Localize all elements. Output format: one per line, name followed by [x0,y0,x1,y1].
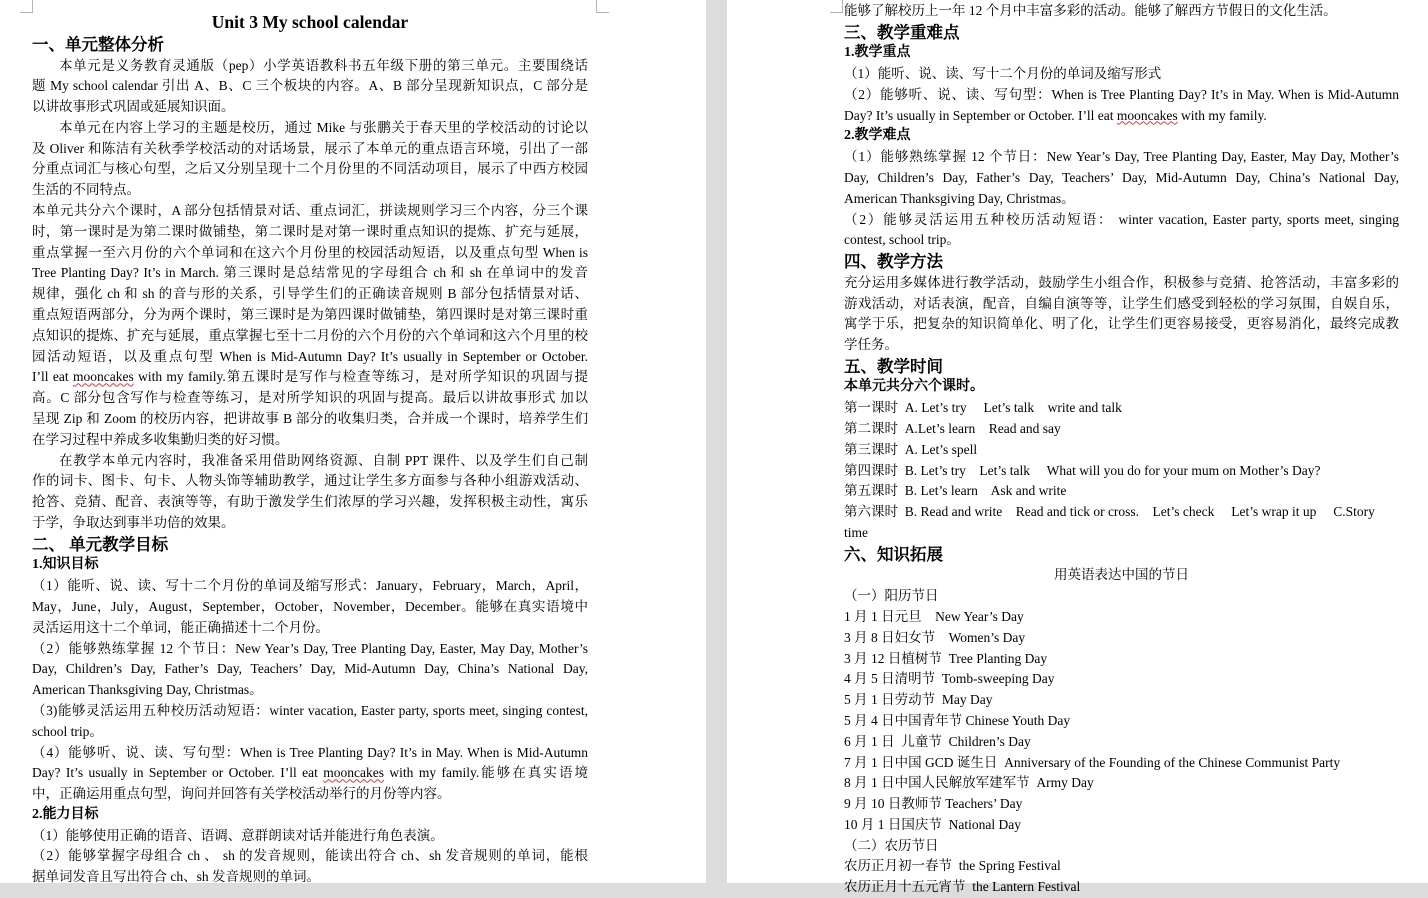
section-1-heading: 一、单元整体分析 [32,35,164,54]
teaching-difficulty-2 [844,210,1399,252]
solar-holiday-list [844,607,1399,836]
holiday-item: 3 月 12 日植树节 Tree Planting Day [844,650,1048,666]
text-line: （3)能够灵活运用五种校历活动短语：winter vacation, Easter party, sports meet, singing contest, [32,702,588,718]
text-line: 点知识的提炼、扩充与延展，重点掌握七至十二月份的六个月份的六个单词和这六个月里的校 [32,327,588,343]
text-line: 游戏活动，对话表演，配音，自编自演等等，让学生们感受到轻松的学习氛围，自娱自乐， [844,295,1399,311]
knowledge-goal-1 [32,576,588,638]
lesson-item: 第三课时 A. Let’s spell [844,441,978,457]
text-line: 及 Oliver 和陈洁有关秋季学校活动的对话场景，展示了本单元的重点语言环境，引出了一部 [32,140,588,156]
text-line: 重点掌握一至六月份的六个单词和在这六个月份里的校园活动短语，以及重点句型 When is [32,244,588,260]
paragraph-theme [32,118,588,201]
text-span: Day? It’s usually in September or October. I’ll eat [844,107,1117,123]
text-line: 分重点词汇与核心句型，之后又分别呈现十二个月份里的不同活动项目，展示了中西方校园 [32,161,588,177]
ability-goal-1: （1）能够使用正确的语音、语调、意群朗读对话并能进行角色表演。 [32,827,444,843]
text-line [844,106,1399,127]
corner-mark-top-left [830,0,843,13]
text-line: （4）能够听、说、读、写句型：When is Tree Planting Day? It’s in May. When is Mid-Autumn [32,744,588,760]
holiday-item: 1 月 1 日元旦 New Year’s Day [844,608,1024,624]
section-6-heading: 六、知识拓展 [844,544,943,564]
holiday-item: 农历正月十五元宵节 the Lantern Festival [844,879,1081,895]
text-span: with my family.第五课时是写作与检查等练习，是对所学知识的巩固与提 [133,369,588,385]
holiday-item: 8 月 1 日中国人民解放军建军节 Army Day [844,775,1094,791]
holiday-item: 10 月 1 日国庆节 National Day [844,816,1021,832]
text-line: 能够了解校历上一年 12 个月中丰富多彩的活动。能够了解西方节假日的文化生活。 [844,3,1337,18]
paragraph-method [32,451,588,534]
text-line: 高。C 部分包含写作与检查等练习，是对所学知识的巩固与提高。最后以讲故事形式 加以 [32,390,588,406]
holiday-item: 4 月 5 日清明节 Tomb-sweeping Day [844,671,1055,687]
teaching-key-1: （1）能听、说、读、写十二个月份的单词及缩写形式 [844,66,1162,82]
text-line: 抢答、竞猜、配音、表演等等，有助于激发学生们浓厚的学习兴趣，发挥积极主动性，寓乐 [32,494,588,510]
text-line: 重点短语两部分，分为两个课时，第三课时是为第四课时做铺垫，第四课时是对第三课时重 [32,307,588,323]
text-line: 中，正确运用重点句型，询问并回答有关学校活动举行的月份等内容。 [32,786,451,802]
lesson-item-cont: time [844,525,868,541]
paragraph-lessons [32,201,588,451]
spellcheck-word: mooncakes [323,765,384,781]
corner-mark-top-right [596,0,609,13]
text-line: 题 My school calendar 引出 A、B、C 三个板块的内容。A、B 部分呈现新知识点，C 部分是 [32,78,588,94]
lesson-item: 第四课时 B. Let’s try Let’s talk What will you do for your mum on Mother’s Day? [844,462,1321,478]
text-line: （2）能够灵活运用五种校历活动短语： winter vacation, Easter party, sports meet, singing [844,211,1399,227]
teaching-key-heading: 1.教学重点 [844,45,911,61]
page-left-content [32,10,588,888]
knowledge-goal-4 [32,743,588,805]
text-line: school trip。 [32,723,103,739]
text-line [32,763,588,784]
holiday-item: 农历正月初一春节 the Spring Festival [844,858,1061,874]
text-line: 本单元是义务教育灵通版（pep）小学英语教科书五年级下册的第三单元。主要围绕话 [59,57,588,73]
text-span: I’ll eat [32,369,73,385]
text-line [32,367,588,388]
knowledge-goal-2 [32,639,588,701]
lesson-item: 第一课时 A. Let’s try Let’s talk write and talk [844,400,1122,416]
text-line: 呈现 Zip 和 Zoom 的校历内容，把讲故事 B 部分的收集归类，合并成一个课时，培养学生们 [32,411,588,427]
text-line: American Thanksgiving Day, Christmas。 [844,190,1075,206]
text-line: 在学习过程中养成多收集勤归类的好习惯。 [32,431,289,447]
text-line: 以讲故事形式巩固或延展知识面。 [32,99,235,115]
knowledge-goals-heading: 1.知识目标 [32,557,99,573]
lesson-item: 第五课时 B. Let’s learn Ask and write [844,483,1067,499]
text-line: 灵活运用这十二个单词，能正确描述十二个月份。 [32,619,329,635]
unit-title: Unit 3 My school calendar [211,12,409,32]
text-line: Tree Planting Day? It’s in March. 第三课时是总结常见的字母组合 ch 和 sh 在单词中的发音 [32,265,588,281]
text-line: 生活的不同特点。 [32,182,140,198]
spellcheck-word: mooncakes [72,369,134,385]
text-line: （1）能听、说、读、写十二个月份的单词及缩写形式：January，February，March，April， [32,578,588,594]
page-right-content [844,1,1399,898]
text-line: 于学，争取达到事半功倍的效果。 [32,515,235,531]
holiday-item: 3 月 8 日妇女节 Women’s Day [844,629,1026,645]
text-line: 本单元在内容上学习的主题是校历，通过 Mike 与张鹏关于春天里的学校活动的讨论以 [59,119,588,135]
knowledge-goal-3 [32,701,588,743]
section-2-heading: 二、 单元教学目标 [32,534,169,554]
teaching-difficulty-1 [844,147,1399,209]
holiday-item: 5 月 4 日中国青年节 Chinese Youth Day [844,712,1071,728]
lesson-item: 第二课时 A.Let’s learn Read and say [844,421,1061,437]
text-line: 充分运用多媒体进行教学活动，鼓励学生小组合作，积极参与竞猜、抢答活动，丰富多彩的 [844,274,1399,290]
text-line: 在教学本单元内容时，我准备采用借助网络资源、自制 PPT 课件、以及学生们自己制 [59,452,588,468]
document-page-right [727,0,1428,895]
ability-goal-2: （2）能够掌握字母组合 ch 、 sh 的发音规则，能读出符合 ch、sh 发音规则的单词，能根 [32,848,588,864]
section-4-heading: 四、教学方法 [844,252,943,272]
ability-goal-2-cont: 据单词发音且写出符合 ch、sh 发音规则的单词。 [32,869,320,885]
lunar-holidays-heading: （二）农历节日 [844,837,939,853]
text-line: 时，第一课时是为第二课时做铺垫，第二课时是对第一课时重点知识的提炼、扩充与延展， [32,223,588,239]
paragraph-teaching-method [844,273,1399,356]
ability-goals-heading: 2.能力目标 [32,806,99,822]
extension-title: 用英语表达中国的节日 [1054,567,1189,583]
teaching-difficulty-heading: 2.教学难点 [844,128,911,144]
spellcheck-word: mooncakes [1116,107,1178,123]
paragraph-intro [32,56,588,118]
section-3-heading: 三、教学重难点 [844,22,960,42]
holiday-item: 6 月 1 日 儿童节 Children’s Day [844,733,1031,749]
corner-mark-top-left [20,0,33,13]
text-line: Day, Children’s Day, Father’s Day, Teachers’ Day, Mid-Autumn Day, China’s National Day, [32,661,588,677]
text-line: American Thanksgiving Day, Christmas。 [32,682,263,698]
document-page-left [0,0,706,883]
holiday-item: 5 月 1 日劳动节 May Day [844,692,993,708]
text-line: 寓学于乐，把复杂的知识简单化、明了化，让学生们更容易接受，更容易消化，最终完成教 [844,316,1399,332]
text-line: 园活动短语，以及重点句型 When is Mid-Autumn Day? It’s usually in September or October. [32,348,588,364]
lesson-count: 本单元共分六个课时。 [844,379,984,395]
section-5-heading: 五、教学时间 [844,356,943,376]
text-line: Day, Children’s Day, Father’s Day, Teachers’ Day, Mid-Autumn Day, China’s National Day, [844,170,1399,186]
solar-holidays-heading: （一）阳历节日 [844,588,939,604]
text-span: Day? It’s usually in September or October. I’ll eat [32,765,324,781]
lesson-item: 第六课时 B. Read and write Read and tick or cross. Let’s check Let’s wrap it up C.Story [844,504,1375,520]
holiday-item: 7 月 1 日中国 GCD 诞生日 Anniversary of the Founding of the Chinese Communist Party [844,754,1341,770]
text-line: 规律，强化 ch 和 sh 的音与形的关系，引导学生们的正确读音规则 B 部分包括情景对话、 [32,286,588,302]
text-span: with my family. [1177,107,1267,123]
text-line: contest, school trip。 [844,232,960,248]
text-span: with my family.能够在真实语境 [384,765,588,781]
lesson-list [844,398,1399,544]
text-line: 学任务。 [844,337,898,353]
teaching-key-2: （2）能够听、说、读、写句型：When is Tree Planting Day? It’s in May. When is Mid-Autumn [844,86,1399,102]
text-line: 本单元共分六个课时，A 部分包括情景对话、重点词汇，拼读规则学习三个内容，分三个课 [32,203,588,219]
text-line: May，June，July，August，September，October，November，December。能够在真实语境中 [32,598,588,614]
text-line: 作的词卡、图卡、句卡、人物头饰等辅助教学，通过让学生多方面参与各种小组游戏活动、 [32,473,588,489]
holiday-item: 9 月 10 日教师节 Teachers’ Day [844,796,1023,812]
text-line: （1）能够熟练掌握 12 个节日：New Year’s Day, Tree Planting Day, Easter, May Day, Mother’s [844,149,1399,165]
text-line: （2）能够熟练掌握 12 个节日：New Year’s Day, Tree Planting Day, Easter, May Day, Mother’s [32,640,588,656]
